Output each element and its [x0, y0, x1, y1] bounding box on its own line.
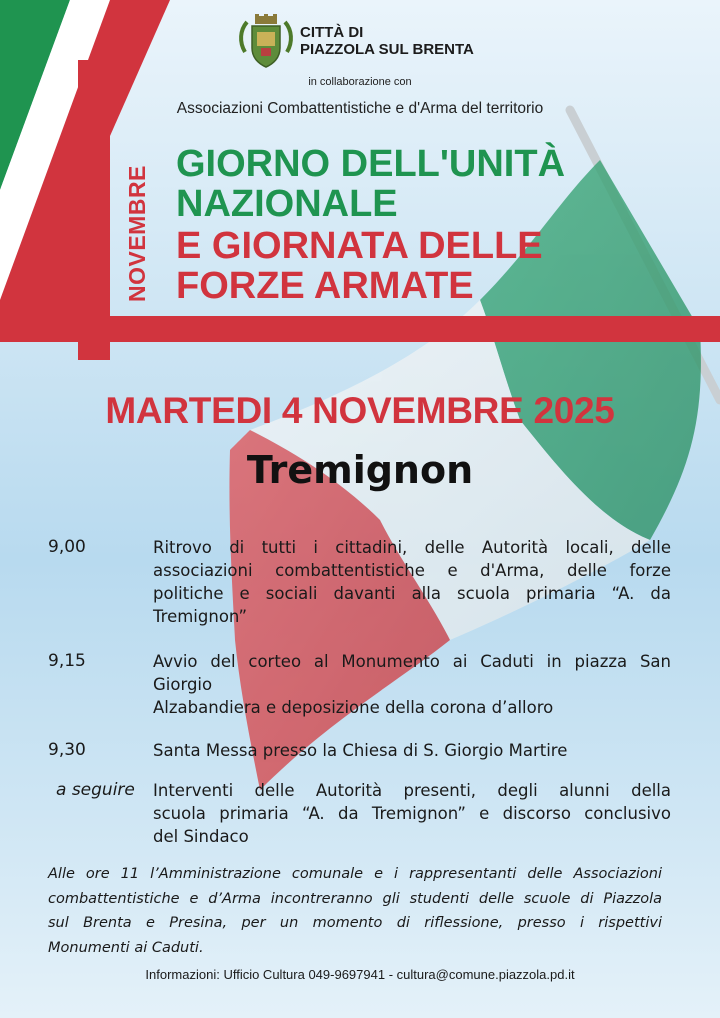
program-line: Ritrovo di tutti i cittadini, delle Autorità locali, delle	[153, 538, 671, 557]
closing-line: Monumenti ai Caduti.	[48, 939, 204, 956]
closing-line: Alle ore 11 l’Amministrazione comunale e i rappresentanti delle Associazioni	[48, 866, 662, 882]
closing-line: sul Brenta e Presina, per un momento di riflessione, presso i rispettivi	[48, 915, 662, 931]
program-description	[153, 739, 671, 762]
red-divider-band	[0, 316, 720, 342]
city-name-line2: PIAZZOLA SUL BRENTA	[300, 41, 474, 58]
program-line: scuola primaria “A. da Tremignon” e discorso conclusivo	[153, 804, 671, 823]
city-name-line1: CITTÀ DI	[300, 24, 364, 41]
program-description	[153, 779, 671, 848]
program-time: 9,30	[48, 740, 86, 760]
closing-line: combattentistiche e d’Arma incontreranno gli studenti delle scuole di Piazzola	[48, 890, 662, 907]
closing-paragraph	[48, 862, 662, 960]
title-line-4: FORZE ARMATE	[176, 265, 474, 307]
associations-text: Associazioni Combattentistiche e d'Arma del territorio	[176, 100, 544, 117]
collaboration-text: in collaborazione con	[308, 76, 412, 88]
program-time: 9,15	[48, 651, 86, 671]
program-time: a seguire	[56, 780, 135, 800]
program-line: Giorgio	[153, 675, 213, 694]
program-line: politiche e sociali davanti alla scuola primaria “A. da	[153, 584, 671, 603]
program-line: Alzabandiera e deposizione della corona d’alloro	[153, 698, 554, 717]
title-line-2: NAZIONALE	[176, 183, 398, 225]
event-date: MARTEDI 4 NOVEMBRE 2025	[105, 390, 615, 431]
program-description	[153, 536, 671, 628]
event-place: Tremignon	[246, 448, 474, 492]
program-time: 9,00	[48, 537, 86, 557]
coat-of-arms-logo	[237, 12, 295, 72]
title-line-3: E GIORNATA DELLE	[176, 225, 543, 267]
program-line: Avvio del corteo al Monumento ai Caduti in piazza San	[153, 652, 671, 671]
program-description	[153, 650, 671, 719]
title-line-1: GIORNO DELL'UNITÀ	[176, 143, 566, 185]
month-vertical-label: NOVEMBRE	[124, 165, 150, 302]
program-line: del Sindaco	[153, 827, 249, 846]
program-line: Tremignon”	[153, 607, 248, 626]
program-line: Interventi delle Autorità presenti, degli alunni della	[153, 781, 671, 800]
program-line: Santa Messa presso la Chiesa di S. Giorgio Martire	[153, 741, 568, 760]
info-footer: Informazioni: Ufficio Cultura 049-9697941 - cultura@comune.piazzola.pd.it	[145, 967, 575, 982]
program-line: associazioni combattentistiche e d'Arma, delle forze	[153, 561, 671, 580]
city-name	[300, 24, 474, 58]
